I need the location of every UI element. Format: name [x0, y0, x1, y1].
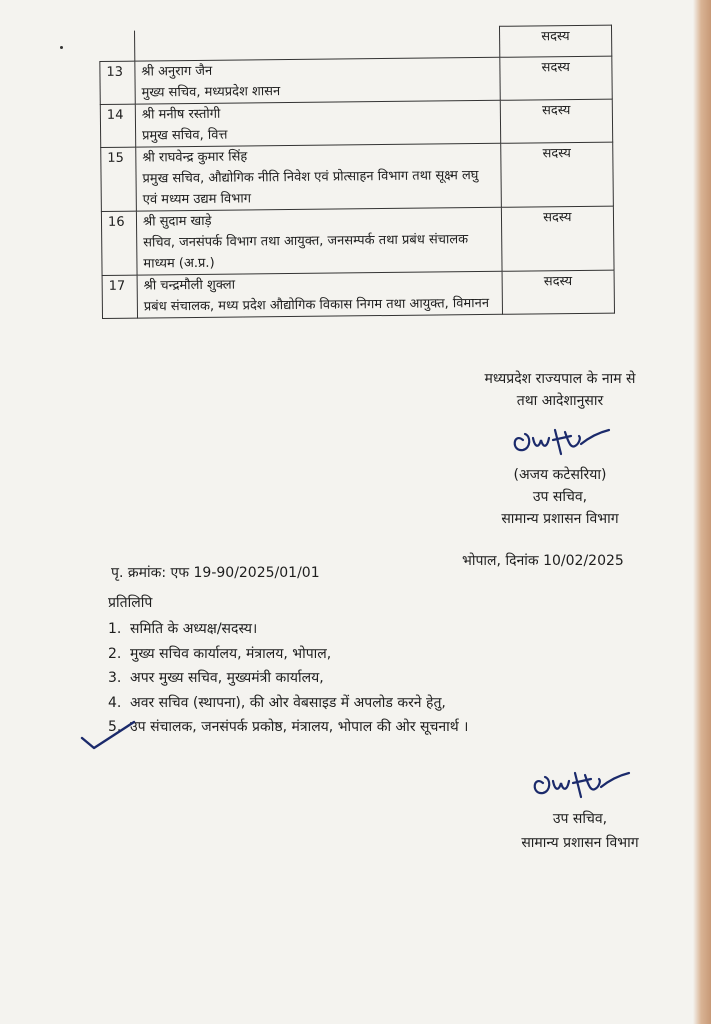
- member-name: श्री मनीष रस्तोगी: [141, 106, 221, 123]
- reference-number: पृ. क्रमांक: एफ 19-90/2025/01/01: [111, 565, 320, 581]
- list-item: [108, 666, 568, 691]
- handwritten-signature: [525, 761, 635, 803]
- footer-signature-block: [470, 755, 690, 855]
- member-role: सदस्य: [502, 270, 615, 314]
- signatory-department: सामान्य प्रशासन विभाग: [501, 511, 619, 527]
- member-designation: प्रबंध संचालक, मध्य प्रदेश औद्योगिक विकास निगम तथा आयुक्त, विमानन: [143, 295, 490, 315]
- list-item-text: समिति के अध्यक्ष/सदस्य।: [130, 621, 258, 637]
- signatory-title: उप सचिव,: [532, 489, 588, 505]
- list-item: [108, 715, 568, 740]
- member-table: [99, 25, 615, 319]
- member-role: सदस्य: [500, 99, 613, 143]
- ink-dot: [60, 46, 63, 49]
- copy-list: [108, 617, 568, 740]
- page-edge-shadow: [693, 0, 711, 1024]
- member-role: सदस्य: [500, 142, 613, 207]
- footer-title: उप सचिव,: [552, 811, 608, 827]
- list-item: [108, 691, 568, 716]
- table-row: [101, 206, 614, 275]
- order-signature-block: [440, 368, 680, 530]
- table-row: [100, 99, 612, 147]
- member-number: 17: [102, 275, 137, 318]
- list-item-text: उप संचालक, जनसंपर्क प्रकोष्ठ, मंत्रालय, भोपाल की ओर सूचनार्थ ।: [130, 719, 469, 735]
- member-number: 14: [100, 104, 135, 147]
- list-item-number: 5.: [108, 719, 122, 735]
- list-item-number: 4.: [108, 694, 122, 711]
- member-name: श्री अनुराग जैन: [141, 63, 213, 80]
- table-row: [101, 142, 614, 211]
- place-date: भोपाल, दिनांक 10/02/2025: [462, 553, 624, 569]
- member-number: 15: [101, 147, 137, 211]
- list-item-number: 3.: [108, 670, 122, 686]
- table-row: [102, 270, 614, 318]
- table-row: [100, 56, 612, 104]
- list-item-number: 2.: [108, 645, 122, 662]
- list-item-number: 1.: [108, 621, 122, 637]
- signatory-name: (अजय कटेसरिया): [513, 467, 607, 483]
- member-designation: प्रमुख सचिव, औद्योगिक नीति निवेश एवं प्रोत्साहन विभाग तथा सूक्ष्म लघु एवं मध्यम उद्यम विभाग: [142, 167, 479, 208]
- check-mark-icon: [78, 718, 138, 754]
- copy-heading: प्रतिलिपि: [108, 595, 153, 611]
- list-item-text: मुख्य सचिव कार्यालय, मंत्रालय, भोपाल,: [130, 645, 332, 662]
- list-item: [108, 642, 568, 667]
- member-role: सदस्य: [500, 56, 613, 100]
- member-designation: सचिव, जनसंपर्क विभाग तथा आयुक्त, जनसम्पर्क तथा प्रबंध संचालक माध्यम (अ.प्र.): [143, 231, 469, 272]
- list-item-text: अवर सचिव (स्थापना), की ओर वेबसाइड में अपलोड करने हेतु,: [130, 694, 446, 711]
- member-designation: मुख्य सचिव, मध्यप्रदेश शासन: [141, 83, 281, 101]
- member-number: 13: [100, 61, 135, 104]
- member-name: श्री सुदाम खाड़े: [142, 213, 212, 230]
- member-role: सदस्य: [499, 25, 612, 57]
- list-item-text: अपर मुख्य सचिव, मुख्यमंत्री कार्यालय,: [130, 670, 324, 686]
- member-role: सदस्य: [501, 206, 614, 271]
- handwritten-signature: [505, 418, 615, 460]
- member-number: 16: [101, 211, 137, 275]
- member-name: श्री चन्द्रमौली शुक्ला: [143, 277, 236, 294]
- footer-department: सामान्य प्रशासन विभाग: [521, 835, 639, 851]
- member-designation: प्रमुख सचिव, वित्त: [141, 127, 228, 144]
- order-line-1: मध्यप्रदेश राज्यपाल के नाम से: [484, 371, 636, 387]
- list-item: [108, 617, 568, 642]
- member-name: श्री राघवेन्द्र कुमार सिंह: [142, 148, 248, 166]
- order-line-2: तथा आदेशानुसार: [516, 393, 604, 409]
